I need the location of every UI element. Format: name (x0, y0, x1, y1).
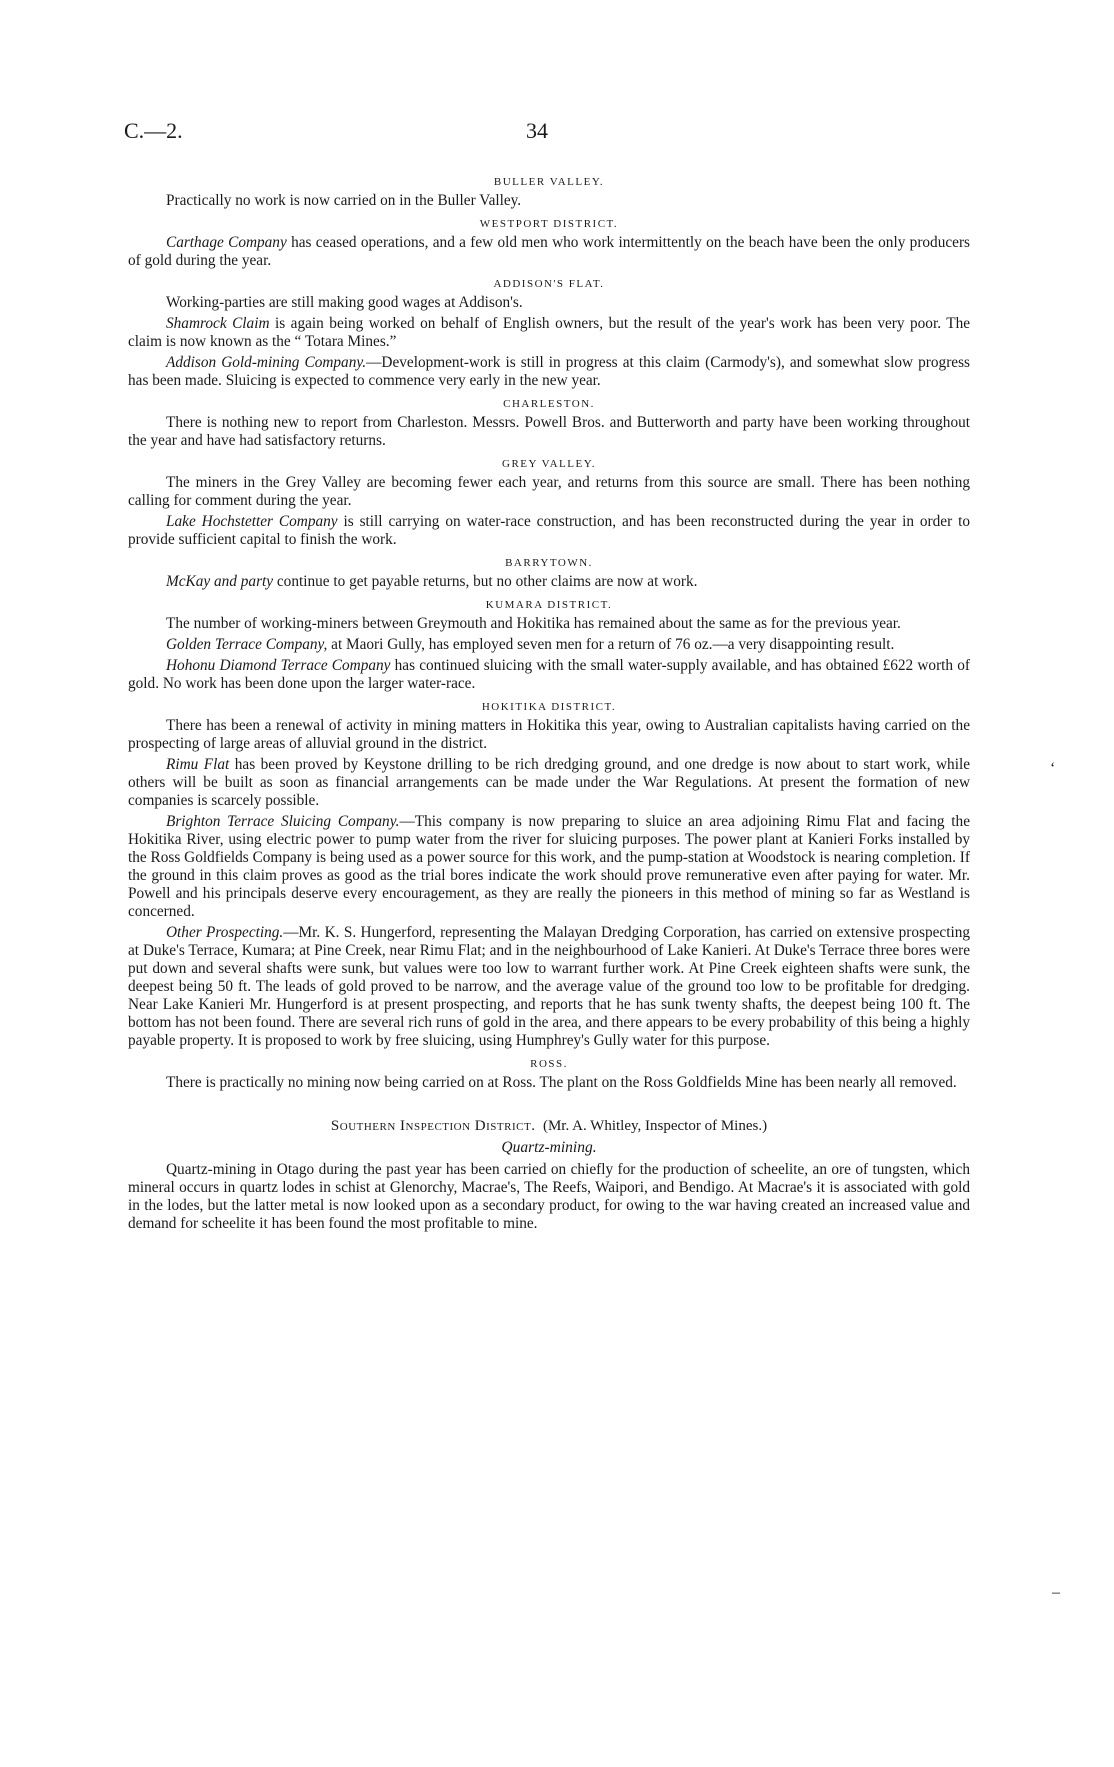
section-paragraph (128, 636, 970, 654)
section-heading: BARRYTOWN. (505, 557, 593, 569)
paragraph-lead: Other Prospecting. (166, 924, 284, 941)
section-paragraph (128, 756, 970, 810)
paragraph-lead: Carthage Company (166, 234, 287, 251)
southern-district-heading (128, 1118, 970, 1135)
section-paragraph (128, 354, 970, 390)
section-paragraph (128, 294, 970, 312)
paragraph-lead: Lake Hochstetter Company (166, 513, 338, 530)
paragraph-text: Practically no work is now carried on in the Buller Valley. (166, 192, 522, 209)
paragraph-lead: Shamrock Claim (166, 315, 270, 332)
section-paragraph (128, 717, 970, 753)
paragraph-text: is still carrying on water-race construction, and has been reconstructed during the year in order to provide sufficient capital to finish the work. (128, 513, 970, 548)
southern-district-title: Southern Inspection District. (330, 1118, 536, 1134)
quartz-mining-subheading: Quartz-mining. (501, 1139, 597, 1156)
section-paragraph (128, 813, 970, 921)
paragraph-lead: Hohonu Diamond Terrace Company (166, 657, 391, 674)
section-paragraph (128, 234, 970, 270)
section-paragraph (128, 192, 970, 210)
quartz-mining-paragraph: Quartz-mining in Otago during the past year has been carried on chiefly for the production of scheelite, an ore of tungsten, which mineral occurs in quartz lodes in schist at Glenorchy, Macrae's, The Reefs, Waipori, and Bendigo. At Macrae's it is associated with gold in the lodes, but the latter metal is now looked upon as a secondary product, for owing to the war having created an increased value and demand for scheelite it has been found the most profitable to mine. (128, 1161, 970, 1232)
paragraph-text: —Development-work is still in progress at this claim (Carmody's), and somewhat slow progress has been made. Sluicing is expected to commence very early in the new year. (128, 354, 970, 389)
margin-mark: ‘ (1050, 760, 1056, 777)
sections-container (128, 176, 970, 1092)
page-number: 34 (526, 118, 548, 143)
section-heading: ROSS. (530, 1058, 568, 1070)
paragraph-lead: Addison Gold-mining Company. (166, 354, 367, 371)
section-heading: HOKITIKA DISTRICT. (481, 701, 617, 713)
paragraph-text: at Maori Gully, has employed seven men for a return of 76 oz.—a very disappointing result. (327, 636, 895, 653)
page-body (128, 168, 970, 1233)
section-paragraph (128, 573, 970, 591)
paragraph-text: The miners in the Grey Valley are becoming fewer each year, and returns from this source are small. There has been nothing calling for comment during the year. (128, 474, 970, 509)
paragraph-lead: Rimu Flat (166, 756, 230, 773)
paragraph-text: There has been a renewal of activity in mining matters in Hokitika this year, owing to Australian capitalists having carried on the prospecting of large areas of alluvial ground in the district. (128, 717, 970, 752)
paragraph-lead: McKay and party (166, 573, 274, 590)
paragraph-text: has continued sluicing with the small water-supply available, and has obtained £622 worth of gold. No work has been done upon the larger water-race. (128, 657, 970, 692)
section-paragraph (128, 1074, 970, 1092)
paragraph-lead: Brighton Terrace Sluicing Company. (166, 813, 400, 830)
paragraph-text: is again being worked on behalf of English owners, but the result of the year's work has been very poor. The claim is now known as the “ Totara Mines.” (128, 315, 971, 350)
section-paragraph (128, 513, 970, 549)
paragraph-text: continue to get payable returns, but no other claims are now at work. (273, 573, 698, 590)
section-heading: WESTPORT DISTRICT. (479, 218, 619, 230)
section-heading: BULLER VALLEY. (493, 176, 605, 188)
paragraph-text: There is nothing new to report from Charleston. Messrs. Powell Bros. and Butterworth and party have been working throughout the year and have had satisfactory returns. (128, 414, 970, 449)
section-paragraph (128, 474, 970, 510)
paragraph-text: has ceased operations, and a few old men who work intermittently on the beach have been the only producers of gold during the year. (128, 234, 970, 269)
section-heading: KUMARA DISTRICT. (485, 599, 613, 611)
margin-dash-mark: – (1052, 1584, 1060, 1601)
section-paragraph (128, 657, 970, 693)
paragraph-text: There is practically no mining now being carried on at Ross. The plant on the Ross Goldfields Mine has been nearly all removed. (166, 1074, 957, 1091)
section-heading: GREY VALLEY. (502, 458, 596, 470)
section-heading: CHARLESTON. (503, 398, 595, 410)
section-heading: ADDISON'S FLAT. (493, 278, 605, 290)
section-paragraph (128, 924, 970, 1050)
paragraph-text: —This company is now preparing to sluice an area adjoining Rimu Flat and facing the Hokitika River, using electric power to pump water from the river for sluicing purposes. The power plant at Kanieri Forks installed by the Ross Goldfields Company is being used as a power source for this work, and the pump-station at Woodstock is nearing completion. If the ground in this claim proves as good as the trial bores indicate the work should prove remunerative even after paying for water. Mr. Powell and his principals deserve every encouragement, as they are really the pioneers in this method of mining so far as Westland is concerned. (128, 813, 970, 920)
paragraph-text: —Mr. K. S. Hungerford, representing the Malayan Dredging Corporation, has carried on extensive prospecting at Duke's Terrace, Kumara; at Pine Creek, near Rimu Flat; and in the neighbourhood of Lake Kanieri. At Duke's Terrace three bores were put down and several shafts were sunk, but values were too low to warrant further work. At Pine Creek eighteen shafts were sunk, the deepest being 50 ft. The leads of gold proved to be narrow, and the average value of the ground too low to be profitable for dredging. Near Lake Kanieri Mr. Hungerford is at present prospecting, and reports that he has sunk twenty shafts, the deepest being 100 ft. The bottom has not been found. There are several rich runs of gold in the area, and there appears to be every probability of this being a highly payable property. It is proposed to work by free sluicing, using Humphrey's Gully water for this purpose. (128, 924, 970, 1049)
southern-inspector: (Mr. A. Whitley, Inspector of Mines.) (542, 1118, 768, 1134)
paragraph-lead: Golden Terrace Company, (166, 636, 328, 653)
section-paragraph (128, 315, 970, 351)
paragraph-text: Working-parties are still making good wages at Addison's. (166, 294, 523, 311)
paragraph-text: The number of working-miners between Greymouth and Hokitika has remained about the same as for the previous year. (166, 615, 901, 632)
document-reference: C.—2. (124, 118, 183, 143)
section-paragraph (128, 615, 970, 633)
section-paragraph (128, 414, 970, 450)
paragraph-text: has been proved by Keystone drilling to be rich dredging ground, and one dredge is now about to start work, while others will be built as soon as financial arrangements can be made under the War Regulations. At present the formation of new companies is scarcely possible. (128, 756, 970, 809)
